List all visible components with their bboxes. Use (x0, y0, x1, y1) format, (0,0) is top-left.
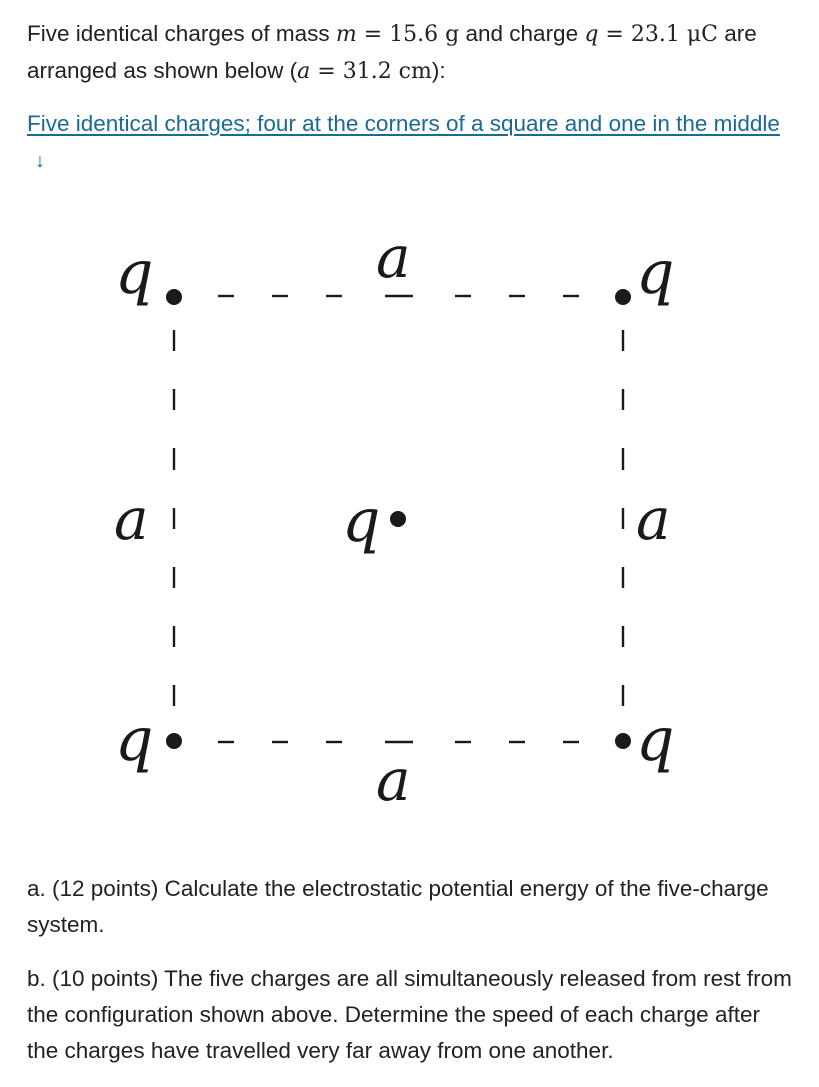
mass-symbol: m (335, 22, 357, 47)
intro-text-4: ): (431, 58, 446, 83)
intro-text-3: are arranged as shown below ( (27, 21, 757, 83)
side-equals: = (310, 59, 343, 84)
side-label-bottom: a (376, 746, 411, 814)
question-b: b. (10 points) The five charges are all simultaneously released from rest from the configuration shown above. Determine the speed of each charge after the charges have travelled very far away from one another. (27, 966, 792, 1063)
charge-dot-center (390, 511, 406, 527)
charge-dot-top-left (166, 289, 182, 305)
charge-equals: = (598, 22, 631, 47)
mass-equals: = (356, 22, 390, 47)
mass-value: 15.6 g (389, 22, 460, 47)
charge-value: 23.1 μC (630, 22, 718, 47)
intro-text-1: Five identical charges of mass (27, 21, 336, 46)
charge-label-bottom-left: q (115, 705, 154, 775)
charge-dot-top-right (615, 289, 631, 305)
charge-dot-bottom-right (615, 733, 631, 749)
figure-description-link[interactable]: Five identical charges; four at the corners of a square and one in the middle (27, 111, 780, 136)
side-symbol: a (297, 59, 311, 84)
charge-label-bottom-right: q (636, 705, 675, 775)
side-label-right: a (636, 485, 671, 553)
side-value: 31.2 cm (342, 59, 432, 84)
arrow-down-icon[interactable]: ↓ (35, 150, 45, 172)
charge-dot-bottom-left (166, 733, 182, 749)
charge-label-center: q (342, 486, 381, 556)
intro-text-2: and charge (459, 21, 585, 46)
question-a: a. (12 points) Calculate the electrostatic potential energy of the five-charge system. (27, 876, 769, 937)
charge-label-top-right: q (636, 238, 675, 308)
charge-symbol: q (584, 22, 599, 47)
charge-label-top-left: q (115, 238, 154, 308)
side-label-left: a (114, 485, 149, 553)
side-label-top: a (376, 223, 411, 291)
